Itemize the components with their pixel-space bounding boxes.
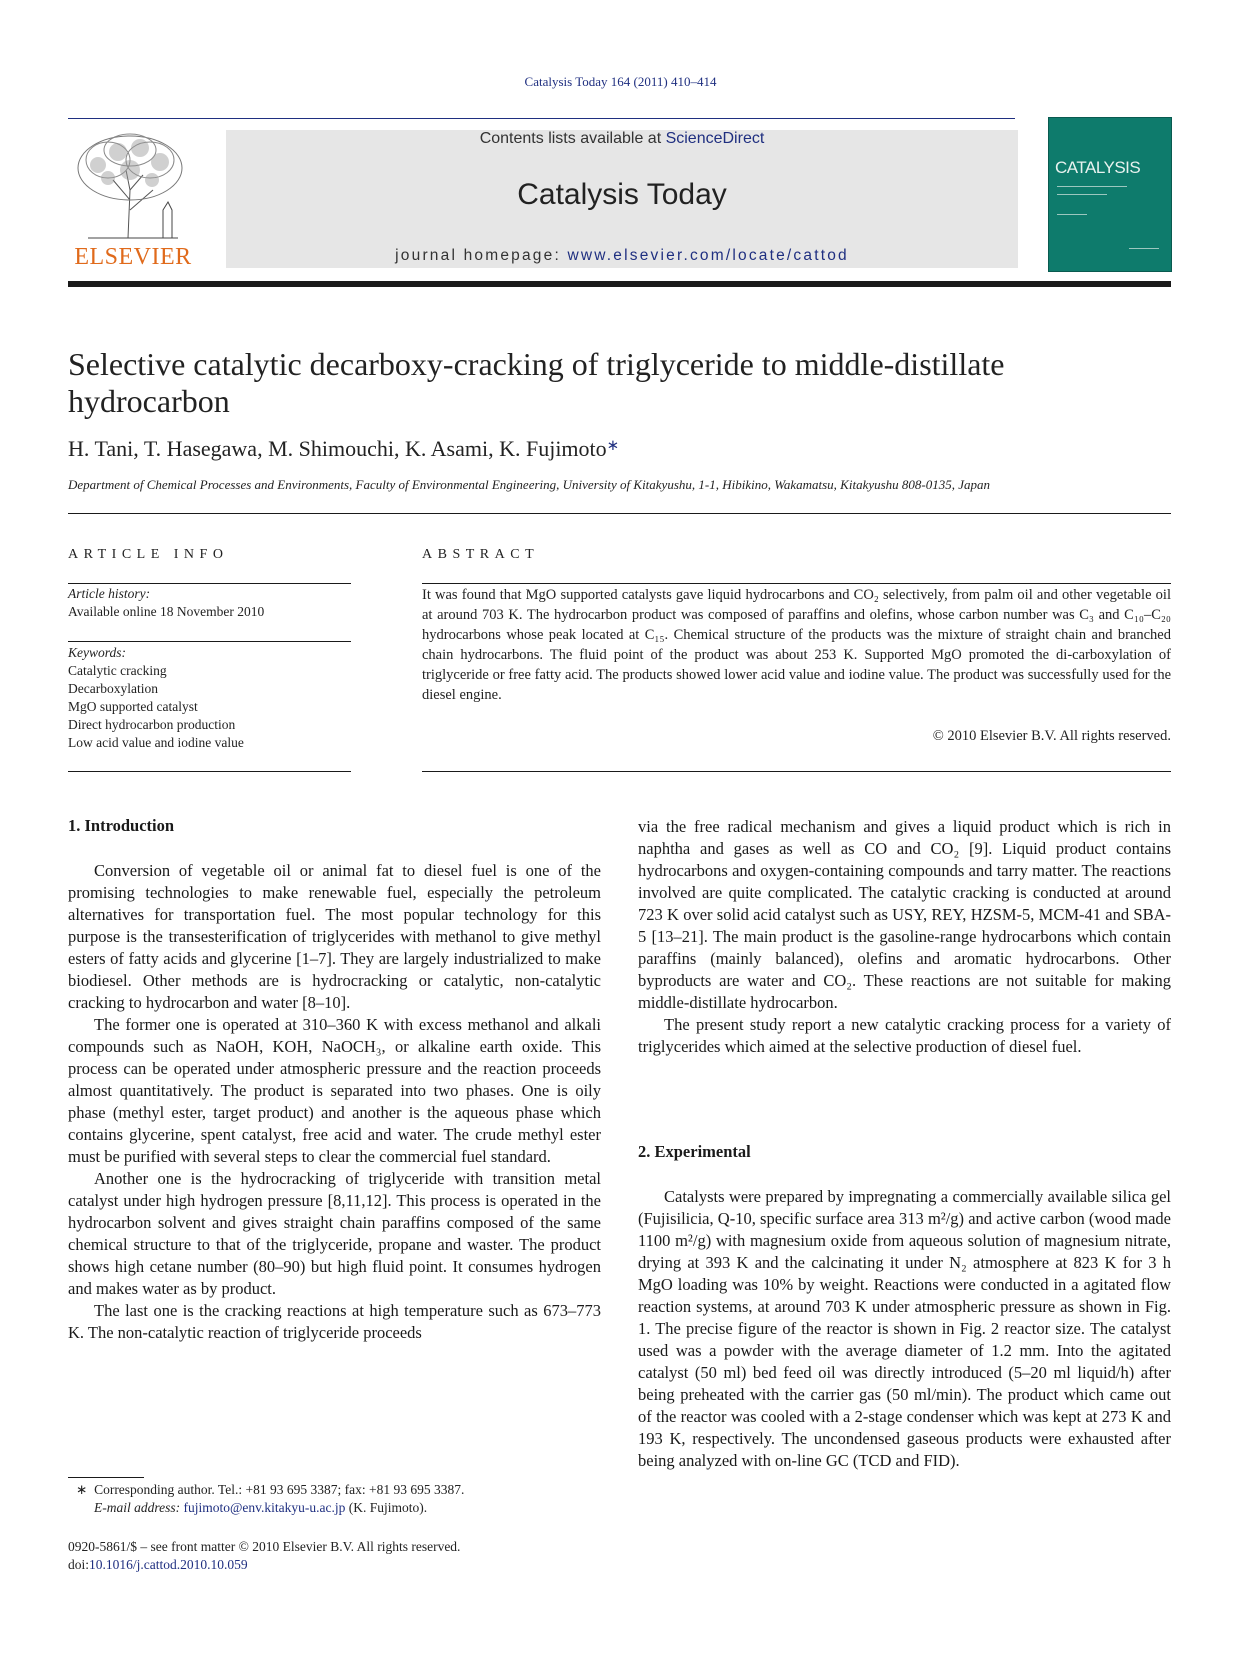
footnote: [76, 1481, 464, 1517]
footnote-corresponding: [76, 1481, 464, 1499]
keyword-item: MgO supported catalyst: [68, 699, 198, 714]
cover-text-line: [1057, 214, 1087, 215]
footnote-rule: [68, 1477, 144, 1478]
history-value: Available online 18 November 2010: [68, 604, 265, 619]
cover-title: CATALYSIS: [1055, 158, 1141, 177]
article-authors: [68, 436, 619, 462]
journal-title: Catalysis Today: [517, 178, 727, 211]
journal-banner: [226, 130, 1018, 268]
keywords-label: Keywords:: [68, 645, 126, 660]
header-rule: [68, 118, 1015, 119]
header-thick-rule: [68, 281, 1171, 287]
journal-homepage: [226, 247, 1018, 265]
history-label: Article history:: [68, 586, 151, 601]
front-matter-line: 0920-5861/$ – see front matter © 2010 Elsevier B.V. All rights reserved.: [68, 1539, 461, 1554]
email-suffix: (K. Fujimoto).: [345, 1500, 428, 1515]
author-affiliation: Department of Chemical Processes and Environments, Faculty of Environmental Engineering, University of Kitakyushu, 1-1, Hibikino, Wakamatsu, Kitakyushu 808-0135, Japan: [68, 477, 991, 492]
cover-text-line: [1057, 194, 1107, 195]
paragraph: Catalysts were prepared by impregnating a commercially available silica gel (Fujisilicia, Q-10, specific surface area 313 m²/g) and active carbon (wood made 1100 m²/g) with magnesium oxide from aqueous solution of magnesium nitrate, drying at 393 K and the calcinating it under N₂ atmosphere at 823 K for 3 h MgO loading was 10% by weight. Reactions were conducted in a agitated flow reaction systems, at around 703 K under atmospheric pressure as shown in Fig. 1. The precise figure of the reactor is shown in Fig. 2 reactor size. The catalyst used was a powder with the average diameter of 1.2 mm. Into the agitated catalyst (50 ml) bed feed oil was directly introduced (5–20 ml liquid/h) after being preheated with the carrier gas (50 ml/min). The product which came out of the reactor was cooled with a 2-stage condenser which was kept at 273 K and 193 K, respectively. The uncondensed gaseous products were exhausted after being analyzed with on-line GC (TCD and FID).: [638, 1187, 1171, 1470]
homepage-prefix: journal homepage:: [395, 247, 568, 264]
cover-text-line: [1129, 248, 1159, 249]
paragraph: The last one is the cracking reactions at high temperature such as 673–773 K. The non-catalytic reaction of triglyceride proceeds: [68, 1301, 601, 1342]
section-heading-introduction: 1. Introduction: [68, 816, 175, 835]
corresponding-author-mark[interactable]: ∗: [606, 438, 620, 454]
paragraph: Conversion of vegetable oil or animal fat to diesel fuel is one of the promising technologies to make renewable fuel, especially the petroleum alternatives for transportation fuel. The most popular technology for this purpose is the transesterification of triglycerides with methanol to give methyl esters of fatty acids and glycerine [1–7]. They are largely industrialized to make biodiesel. Other methods are is hydrocracking or catalytic, non-catalytic cracking to hydrocarbon and water [8–10].: [68, 861, 601, 1012]
doi-link[interactable]: 10.1016/j.cattod.2010.10.059: [89, 1557, 248, 1572]
elsevier-logo: [68, 130, 198, 270]
abstract-heading: ABSTRACT: [422, 547, 540, 562]
paragraph: The former one is operated at 310–360 K with excess methanol and alkali compounds such as NaOH, KOH, NaOCH₃, or alkaline earth oxide. This process can be operated under atmospheric pressure and the reaction proceeds almost quantitatively. The product is separated into two phases. One is oily phase (methyl ester, target product) and another is the aqueous phase which contains glycerine, spent catalyst, free acid and water. The crude methyl ester must be purified with several steps to clear the commercial fuel standard.: [68, 1015, 601, 1166]
article-info-rule: [68, 583, 351, 584]
publisher-wordmark: ELSEVIER: [74, 244, 192, 270]
author-list: H. Tani, T. Hasegawa, M. Shimouchi, K. Asami, K. Fujimoto: [68, 436, 607, 461]
keyword-item: Catalytic cracking: [68, 663, 167, 678]
article-info-rule: [68, 771, 351, 772]
paragraph: Another one is the hydrocracking of triglyceride with transition metal catalyst under high hydrogen pressure [8,11,12]. This process is operated in the hydrocarbon solvent and gives straight chain paraffins composed of the same chemical structure to that of the triglyceride, propane and waster. The product shows high cetane number (80–90) but high fluid point. It consumes hydrogen and makes water as by product.: [68, 1169, 601, 1298]
homepage-link[interactable]: www.elsevier.com/locate/cattod: [567, 247, 849, 264]
paragraph: via the free radical mechanism and gives a liquid product which is rich in naphtha and gases as well as CO and CO₂ [9]. Liquid product contains hydrocarbons and oxygen-containing compounds and tarry matter. The reactions involved are quite complicated. The catalytic cracking is conducted at around 723 K over solid acid catalyst such as USY, REY, HZSM-5, MCM-41 and SBA-5 [13–21]. The main product is the gasoline-range hydrocarbons which contain paraffins (mainly balanced), olefins and aromatic hydrocarbons. Other byproducts are water and CO₂. These reactions are not suitable for making middle-distillate hydrocarbon.: [638, 817, 1171, 1012]
doi-label: doi:: [68, 1557, 90, 1572]
section-heading-experimental: 2. Experimental: [638, 1142, 751, 1161]
footnote-email: [76, 1499, 464, 1517]
keyword-item: Direct hydrocarbon production: [68, 717, 236, 732]
footnote-corresponding-text: Corresponding author. Tel.: +81 93 695 3387; fax: +81 93 695 3387.: [94, 1482, 465, 1497]
right-column-body-bottom: [638, 1186, 1171, 1472]
paragraph: The present study report a new catalytic cracking process for a variety of triglycerides which aimed at the selective production of diesel fuel.: [638, 1015, 1171, 1056]
right-column-body-top: [638, 816, 1171, 1058]
keyword-item: Decarboxylation: [68, 681, 158, 696]
contents-availability: [226, 130, 1018, 148]
contents-prefix: Contents lists available at: [479, 130, 666, 147]
keywords-list: [68, 662, 244, 752]
elsevier-tree-icon: [68, 130, 198, 240]
email-link[interactable]: fujimoto@env.kitakyu-u.ac.jp: [183, 1500, 346, 1515]
abstract-copyright: © 2010 Elsevier B.V. All rights reserved.: [932, 728, 1171, 744]
sciencedirect-link[interactable]: ScienceDirect: [665, 130, 765, 147]
article-info-rule: [68, 641, 351, 642]
journal-cover-thumbnail[interactable]: [1048, 117, 1172, 272]
article-info-heading: ARTICLE INFO: [68, 547, 229, 562]
affiliation-rule: [68, 513, 1171, 514]
abstract-text: It was found that MgO supported catalysts gave liquid hydrocarbons and CO₂ selectively, from palm oil and other vegetable oil at around 703 K. The hydrocarbon product was composed of paraffins and olefins, whose carbon number was C₃ and C₁₀–C₂₀ hydrocarbons whose peak located at C₁₅. Chemical structure of the products was the mixture of straight chain and branched chain hydrocarbons. The fluid point of the product was about 253 K. Supported MgO promoted the di-carboxylation of triglyceride or free fatty acid. The products showed lower acid value and iodine value. The product was successfully used for the diesel engine.: [422, 587, 1171, 703]
keyword-item: Low acid value and iodine value: [68, 735, 244, 750]
abstract-rule: [422, 583, 1171, 584]
abstract-rule: [422, 771, 1171, 772]
footnote-mark: ∗: [76, 1482, 88, 1497]
article-title: Selective catalytic decarboxy-cracking of triglyceride to middle-distillate hydrocarbon: [68, 346, 1005, 419]
left-column-body: [68, 860, 601, 1344]
journal-citation[interactable]: Catalysis Today 164 (2011) 410–414: [524, 74, 717, 89]
email-label: E-mail address:: [94, 1500, 184, 1515]
doi-line: [68, 1556, 460, 1574]
cover-text-line: [1057, 186, 1127, 187]
front-matter: [68, 1538, 460, 1574]
